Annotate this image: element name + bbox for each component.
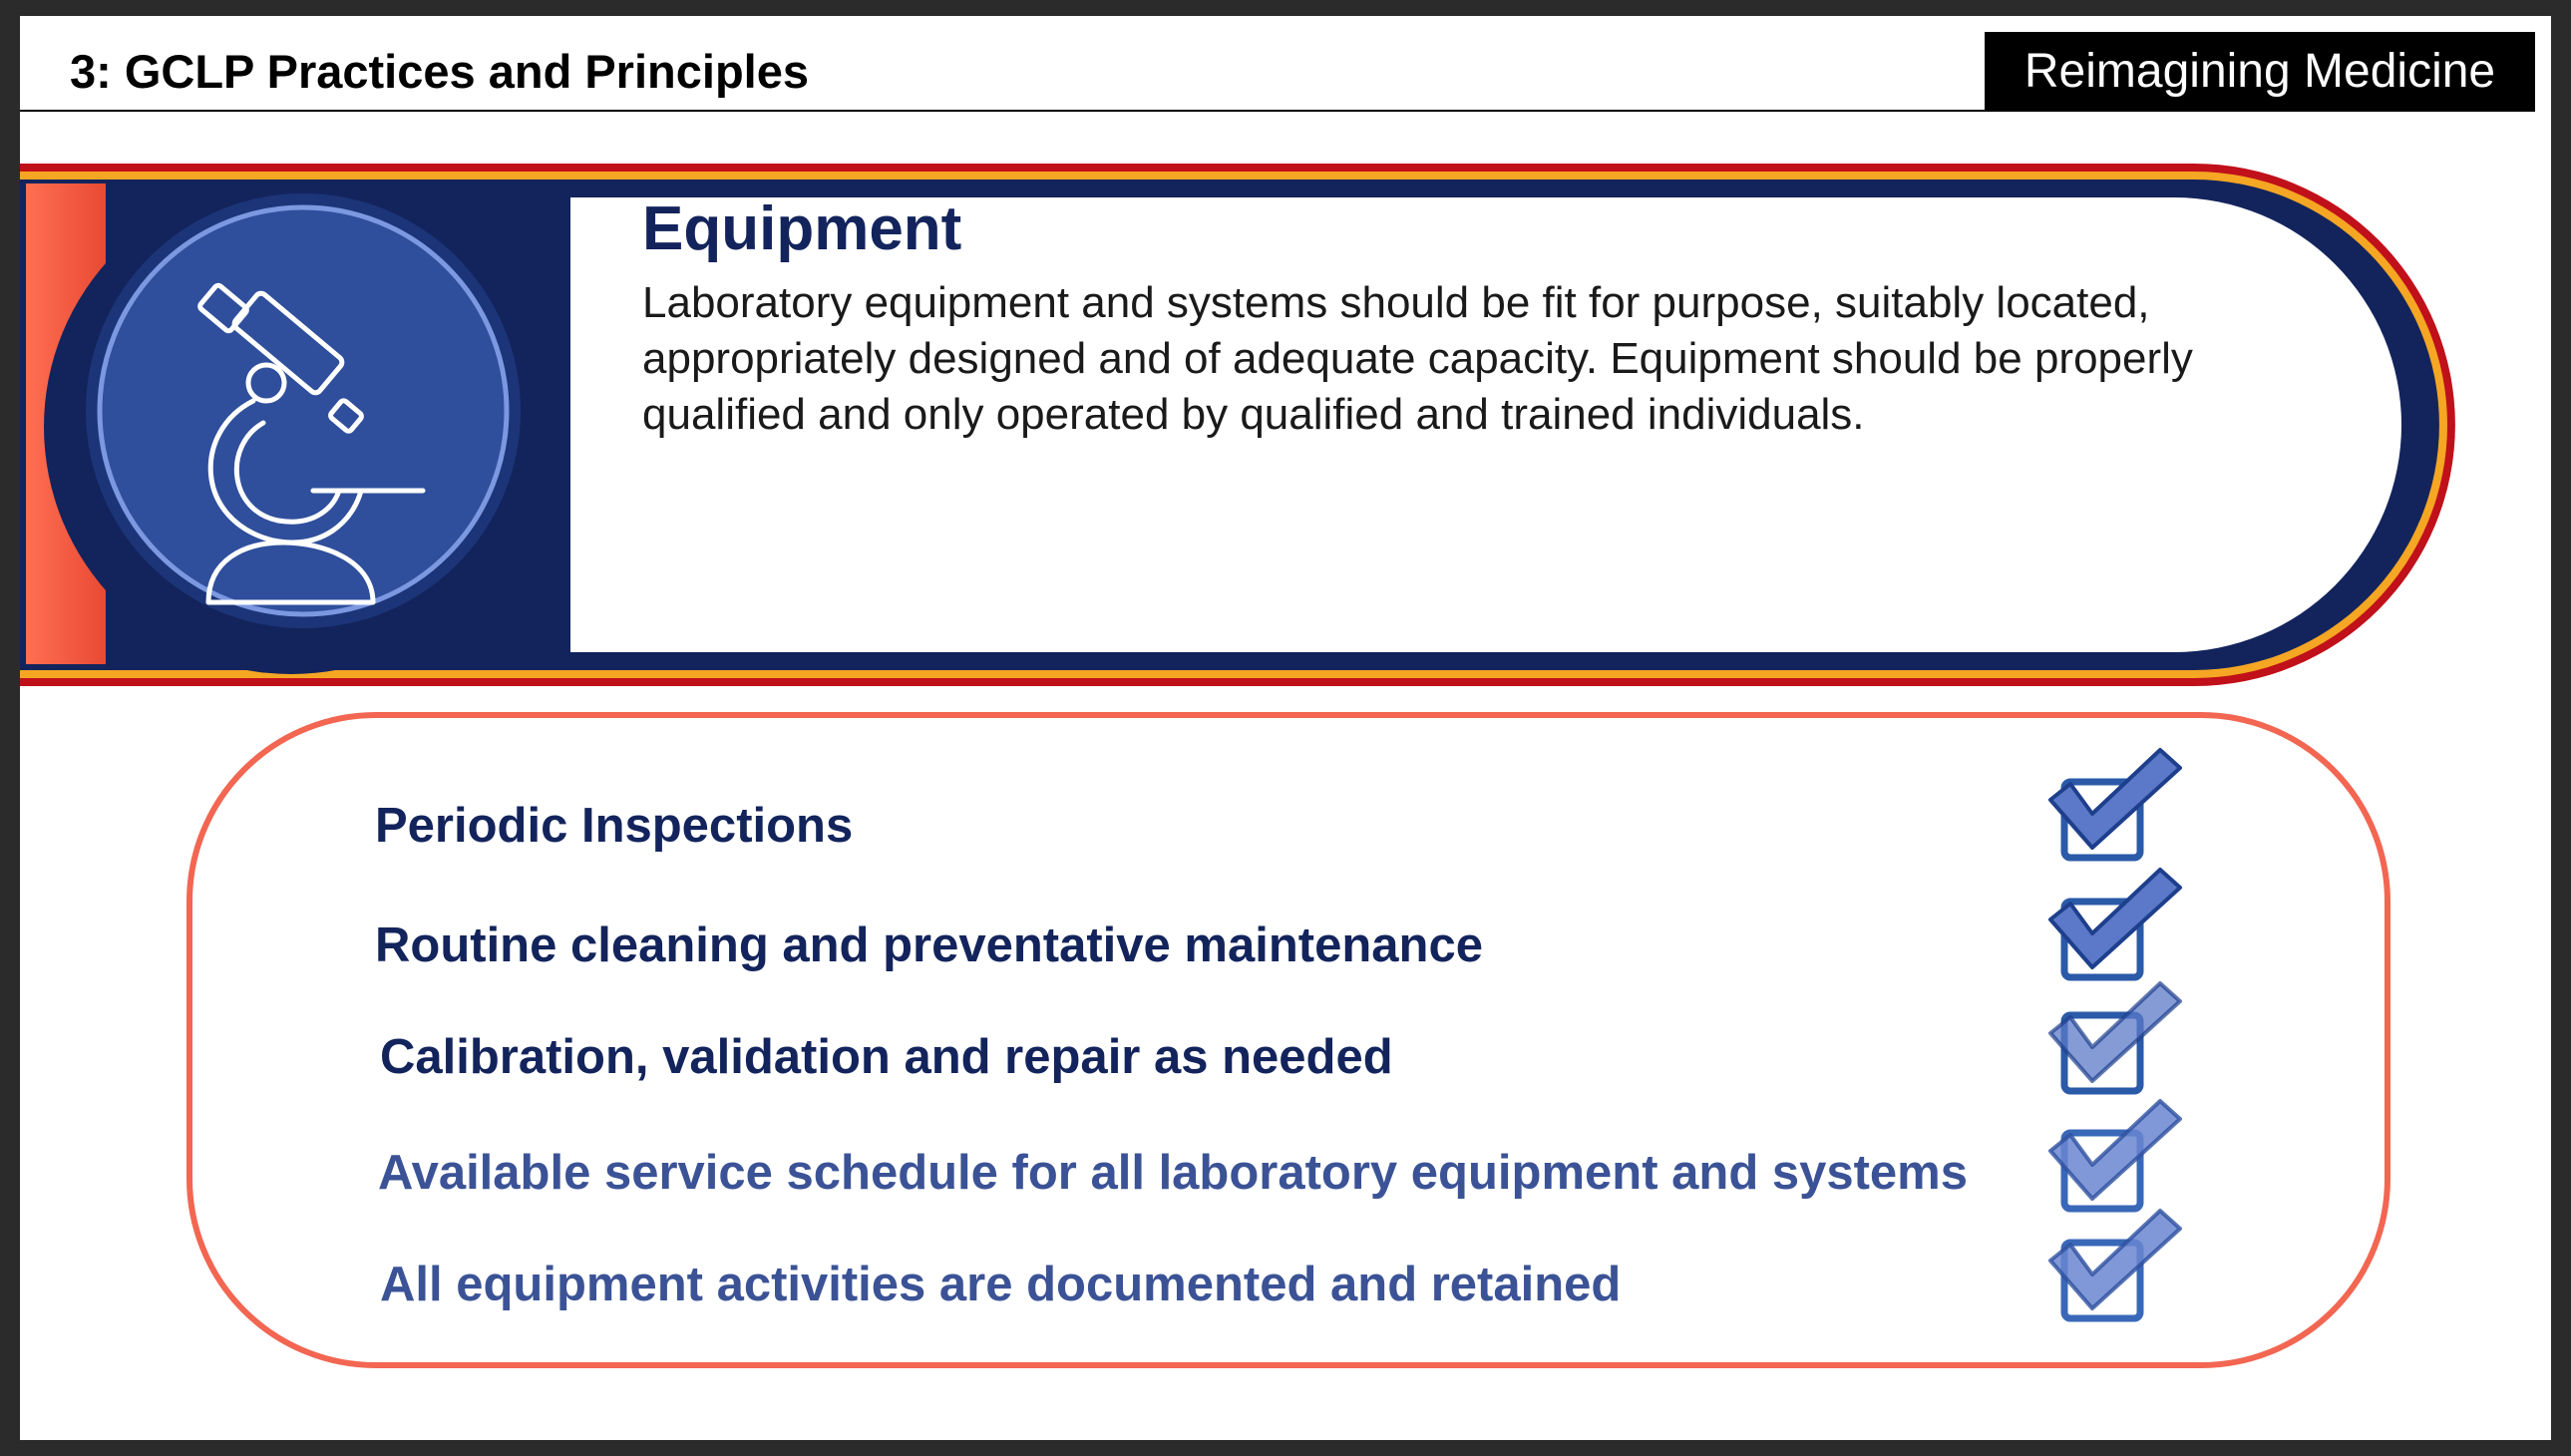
microscope-icon: [84, 191, 523, 630]
checklist-item-documented: All equipment activities are documented and retained: [380, 1258, 1622, 1311]
checklist-item-service-schedule: Available service schedule for all laboratory equipment and systems: [378, 1146, 1969, 1200]
checkbox-checked-icon: [2044, 864, 2194, 993]
brand-badge: Reimagining Medicine: [1985, 32, 2535, 110]
checklist-item-routine-cleaning: Routine cleaning and preventative maintenance: [375, 918, 1483, 972]
equipment-heading: Equipment: [642, 194, 962, 263]
checklist-item-periodic-inspections: Periodic Inspections: [375, 799, 854, 853]
checkbox-checked-icon: [2044, 977, 2194, 1107]
equipment-description: Laboratory equipment and systems should be fit for purpose, suitably located, appropriately designed and of adequate capacity. Equipment should be properly qualified and only operated by qualified and trained individuals.: [642, 278, 2193, 439]
checkbox-checked-icon: [2044, 1205, 2194, 1334]
page-title: 3: GCLP Practices and Principles: [70, 45, 809, 98]
slide: [20, 16, 2551, 1440]
checklist-item-calibration: Calibration, validation and repair as needed: [380, 1030, 1393, 1084]
checkbox-checked-icon: [2044, 744, 2194, 874]
header-divider: [20, 110, 2535, 112]
